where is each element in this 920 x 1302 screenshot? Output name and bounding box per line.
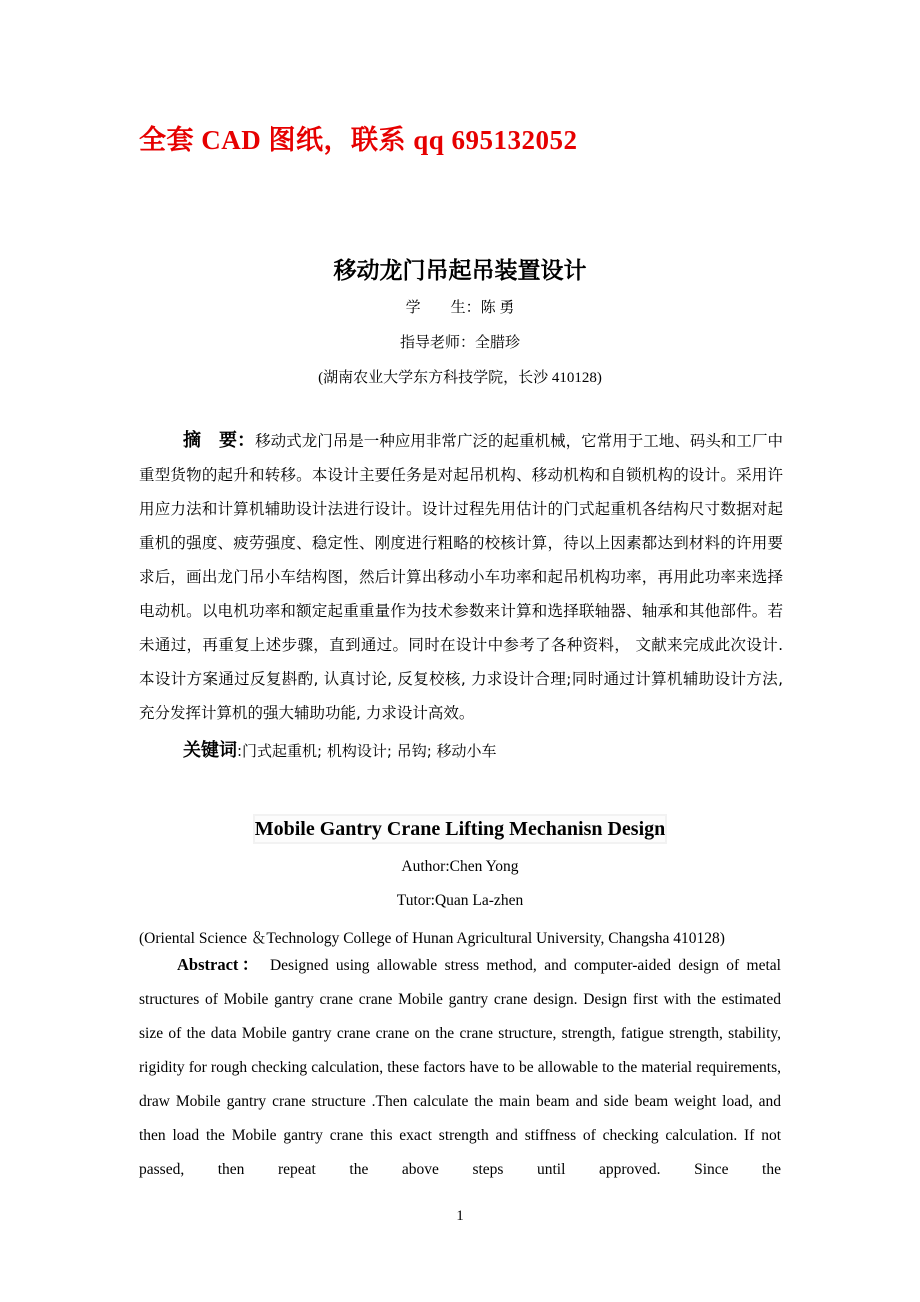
abstract-chinese (139, 424, 783, 730)
keywords-chinese-body: :门式起重机; 机构设计; 吊钩; 移动小车 (237, 742, 497, 760)
keywords-chinese-label: 关键词 (183, 740, 237, 761)
abstract-chinese-label: 摘 要： (183, 430, 256, 451)
author-english: Author:Chen Yong (401, 858, 519, 875)
abstract-english-body: Designed using allowable stress method, and computer-aided design of metal structures of Mobile gantry crane crane Mobile gantry crane design. Design first with the estimated size of the data Mobile gantry crane crane on the crane structure, strength, fatigue strength, stability, rigidity for rough checking calculation, these factors have to be allowable to the material requirements, draw Mobile gantry crane structure .Then calculate the main beam and side beam weight load, and then load the Mobile gantry crane this exact strength and stiffness of checking calculation. If not passed, then repeat the above steps until approved. Since the (139, 957, 781, 1178)
abstract-chinese-body: 移动式龙门吊是一种应用非常广泛的起重机械，它常用于工地、码头和工厂中重型货物的起升和转移。本设计主要任务是对起吊机构、移动机构和自锁机构的设计。采用许用应力法和计算机辅助设计法进行设计。设计过程先用估计的门式起重机各结构尺寸数据对起重机的强度、疲劳强度、稳定性、刚度进行粗略的校核计算，待以上因素都达到材料的许用要求后，画出龙门吊小车结构图，然后计算出移动小车功率和起吊机构功率，再用此功率来选择电动机。以电机功率和额定起重重量作为技术参数来计算和选择联轴器、轴承和其他部件。若未通过，再重复上述步骤，直到通过。同时在设计中参考了各种资料， 文献来完成此次设计. 本设计方案通过反复斟酌, 认真讨论, 反复校核, 力求设计合理;同时通过计算机辅助设计方法, 充分发挥计算机的强大辅助功能, 力求设计高效。 (139, 432, 783, 722)
tutor-line: 指导老师：全腊珍 (399, 335, 520, 351)
affiliation-chinese: (湖南农业大学东方科技学院，长沙 410128) (318, 370, 602, 386)
abstract-english-label: Abstract： (177, 955, 262, 974)
title-chinese: 移动龙门吊起吊装置设计 (333, 258, 587, 284)
promo-banner: 全套 CAD 图纸，联系 qq 695132052 (139, 125, 578, 155)
tutor-english: Tutor:Quan La-zhen (396, 892, 524, 909)
keywords-chinese (183, 736, 497, 762)
page-number: 1 (456, 1208, 464, 1224)
affiliation-english: (Oriental Science ＆Technology College of Hunan Agricultural University, Changsha 410128) (139, 930, 725, 947)
title-english-text: Mobile Gantry Crane Lifting Mechanisn Design (254, 818, 666, 840)
student-line: 学 生：陈 勇 (405, 300, 515, 316)
title-english (0, 818, 920, 841)
abstract-english (139, 948, 781, 1187)
